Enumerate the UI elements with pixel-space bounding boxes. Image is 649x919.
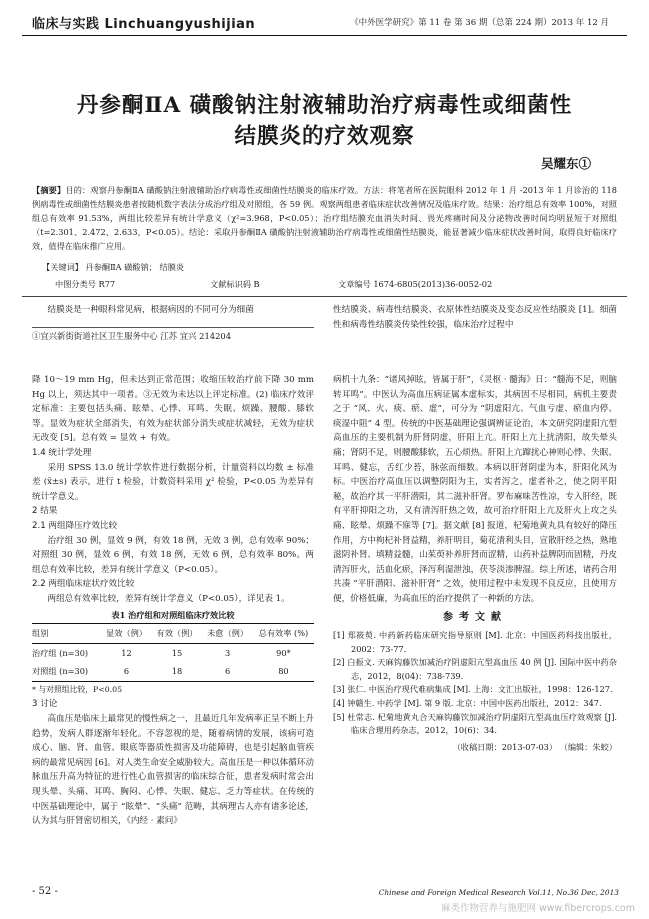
table-cell: 90* (276, 647, 291, 658)
references-heading: 参考文献 (443, 611, 507, 623)
keywords: 【关键词】 丹参酮ⅡA 磺酸钠； 结膜炎 (42, 262, 185, 272)
table-cell: 3 (224, 647, 231, 658)
section-3: 3 讨论 (32, 699, 58, 710)
section-1-4: 1.4 统计学处理 (32, 447, 92, 458)
site-watermark: 麻类作物营养与施肥网 www.fibercrops.com (440, 903, 635, 914)
table-cell: 治疗组 (n=30) (32, 647, 89, 658)
intro-left-text: 结膜炎是一种眼科常见病，根据病因的不同可分为细菌 (47, 305, 254, 315)
article-number: 文章编号 1674-6805(2013)36-0052-02 (338, 279, 493, 289)
table-header-row (32, 624, 314, 644)
table-cell: 80 (278, 666, 289, 677)
right-column (333, 373, 617, 754)
table-row (32, 662, 314, 681)
header-rule (22, 35, 627, 36)
article-title (30, 90, 619, 152)
reference-item: [5] 杜常志. 杞菊地黄丸合天麻钩藤饮加减治疗阴虚阳亢型高血压疗效观察 [J]. 临床合理用药杂志，2012，10(6)：34. (333, 711, 617, 736)
table-cell: 6 (224, 666, 231, 677)
title-line-1: 丹参酮ⅡA 磺酸钠注射液辅助治疗病毒性或细菌性 (76, 93, 573, 118)
table-caption: 表1 治疗组和对照组临床疗效比较 (111, 609, 235, 620)
reference-item: [3] 张仁. 中医治疗现代难病集成 [M]. 上海：文汇出版社，1998：126-127. (333, 684, 613, 695)
author-affiliation: ①宜兴新街街道社区卫生服务中心 江苏 宜兴 214204 (32, 331, 232, 341)
section-2-2: 2.2 两组临床症状疗效比较 (32, 579, 135, 590)
reference-item: [1] 郑筱萸. 中药新药临床研究指导原则 [M]. 北京：中国医药科技出版社，2002：73-77. (333, 630, 617, 654)
table-header: 显效（例） (106, 628, 147, 639)
discussion-continued: 病机十九条：“诸风掉眩，皆属于肝”，《灵枢 · 髓海》日：“髓海不足，则脑转耳鸣”。中医认为高血压病证属本虚标实，其病因不尽相同，病机主要责之于 “风、火、痰、瘀、虚”，可分为 “阴虚阳亢、气血亏虚、瘀血内停、痰湿中阻” 4 型。传统的中医基础理论强调辨证论治，本文研究阴虚阳亢型高血压的主要机制为肝肾阴虚，肝阳上亢。肝阳上亢上扰清阳，故失晕头痛；肾阴不足，则腰酸膝软，五心烦热。肝阳上亢蹿扰心神则心悸、失眠、耳鸣、健忘，舌红少苔，脉弦而细数。本病以肝肾阴虚为本，肝阳化风为标。中医治疗高血压以调整阴阳为主，实者泻之，虚者补之，使之阴平阳秘，故治疗其一平肝潜阳，其二滋补肝肾。罗布麻味苦性凉，专入肝经，既有平肝抑阳之功，又有清泻肝热之效，故可治疗肝阳上亢及肝火上攻之头痛、眩晕、烦躁不寐等 [7]。据文献 [8] 报道，杞菊地黄丸具有较好的降压作用，方中枸杞补肾益精，养肝明目，菊花清利头目，宣散肝经之热，熟地滋阴补肾、填精益髓，山茱萸补养肝肾而涩精，山药补益脾阴而固精，丹皮清泻肝火，活血化瘀，泽泻利湿泄浊，茯苓淡渗脾湿。综上所述，诸药合用共凑 “平肝潜阳、滋补肝肾” 之效，使用过程中未发现不良反应，且使用方便，价格低廉，为高血压的治疗提供了一种新的方法。 (333, 375, 617, 604)
intro-right-text: 性结膜炎、病毒性结膜炎、衣原体性结膜炎及变态反应性结膜炎 [1]。细菌性和病毒性结膜炎传染性较强，临床治疗过程中 (333, 305, 617, 330)
table-cell: 12 (121, 647, 132, 658)
discussion-text: 高血压是临床上最常见的慢性病之一，且最近几年发病率正呈不断上升趋势，发病人群逐渐年轻化。不容忽视的是，随着病情的发展，该病可造成心、脑、肾、血管、眼底等器质性损害及功能障碍，也是引起脑血管疾病的最常见病因 [6]。对人类生命安全威胁较大。高血压是一种以体循环动脉血压升高为特征的进行性心血管损害的临床综合征，患者发病时常会出现头晕、头痛、耳鸣、胸闷、心悸、失眠、健忘、乏力等症状。在传统的中医基础理论中，属于 “眩晕”、“头痛” 范畴，其病理古人亦有诸多论述，认为其与肝肾密切相关，《内经 · 素问》 (32, 714, 314, 827)
title-line-2: 结膜炎的疗效观察 (234, 124, 415, 149)
left-column (32, 373, 314, 829)
stats-text: 采用 SPSS 13.0 统计学软件进行数据分析，计量资料以均数 ± 标准差 (x̄±s) 表示，进行 t 检验，计数资料采用 χ² 检验，P<0.05 为差异有统计学意义。 (32, 462, 314, 502)
abstract (32, 183, 617, 253)
criteria-text: 降 10～19 mm Hg，但未达到正常范围；收缩压较治疗前下降 30 mm Hg 以上，须达其中一项者。③无效为未达以上评定标准。(2) 临床疗效评定标准：主要包括头痛、眩晕、心悸、耳鸣、失眠、烦躁、腰酸、膝软等。显效为症状全部消失，有效为症状部分消失或症状减轻，无效为症状无改变 [5]。总有效 = 显效 + 有效。 (32, 375, 314, 444)
reference-item: [2] 白振文. 天麻钩藤饮加减治疗阴虚阳亢型高血压 40 例 [J]. 国际中医中药杂志，2012，8(04)：738-739. (333, 657, 617, 681)
table-note: * 与对照组比较，P<0.05 (32, 684, 123, 694)
received-date: （收稿日期：2013-07-03） （编辑：朱蛟） (452, 741, 617, 752)
section-2-1: 2.1 两组降压疗效比较 (32, 520, 118, 531)
journal-footer: Chinese and Foreign Medical Research Vol.11, No.36 Dec, 2013 (378, 888, 619, 897)
reference-item: [4] 钟赣生. 中药学 [M]. 第 9 版. 北京：中国中医药出版社，2012：347. (333, 698, 602, 709)
intro-right (333, 303, 617, 332)
clc-number: 中图分类号 R77 (55, 279, 116, 289)
abstract-label: 【摘要】 (32, 185, 66, 195)
page-number: - 52 - (32, 886, 58, 897)
table-row (32, 643, 314, 662)
table-cell: 18 (171, 666, 183, 677)
table-header: 未愈（例） (207, 628, 249, 639)
author-name: 吴耀东① (540, 156, 591, 171)
journal-issue: 《中外医学研究》第 11 卷 第 36 期（总第 224 期）2013 年 12 月 (350, 18, 609, 28)
meta-rule (22, 296, 627, 297)
table-cell: 15 (171, 647, 183, 658)
section-2: 2 结果 (32, 506, 58, 517)
footnote-rule (32, 327, 314, 328)
running-header (22, 8, 627, 34)
doc-code: 文献标识码 B (210, 279, 260, 289)
table-cell: 6 (123, 666, 130, 677)
abstract-text: 目的：观察丹参酮ⅡA 磺酸钠注射液辅助治疗病毒性或细菌性结膜炎的临床疗效。方法：将笔者所在医院眼科 2012 年 1 月 -2013 年 1 月诊治的 118 例病毒性或细菌性结膜炎患者按随机数字表法分成治疗组及对照组，各 59 例。观察两组患者临床症状改善情况及临床疗效。结果：治疗组总有效率 100%，对照组总有效率 91.53%，两组比较差异有统计学意义（χ²=3.968，P<0.05）；治疗组结膜充血消失时间、畏光疼痛时间及分泌物改善时间均明显短于对照组（t=2.301、2.472、2.633，P<0.05）。结论：采取丹参酮ⅡA 磺酸钠注射液辅助治疗病毒性或细菌性结膜炎，能显著减少临床症状改善时间，取得良好临床疗效，值得在临床推广应用。 (32, 185, 617, 251)
efficacy-table (32, 623, 314, 682)
result-symptom-text: 两组总有效率比较，差异有统计学意义（P<0.05），详见表 1。 (47, 593, 290, 604)
table-cell: 对照组 (n=30) (32, 666, 89, 677)
result-bp-text: 治疗组 30 例，显效 9 例，有效 18 例，无效 3 例，总有效率 90%；对照组 30 例，显效 6 例，有效 18 例，无效 6 例，总有效率 80%。两组总有效率比较，差异有统计学意义（P<0.05）。 (32, 535, 314, 575)
table-header: 组别 (32, 628, 49, 639)
intro-left (32, 303, 314, 318)
column-name: 临床与实践 Linchuangyushijian (32, 17, 256, 32)
table-header: 总有效率 (%) (258, 628, 309, 639)
table-header: 有效（例） (156, 628, 198, 639)
